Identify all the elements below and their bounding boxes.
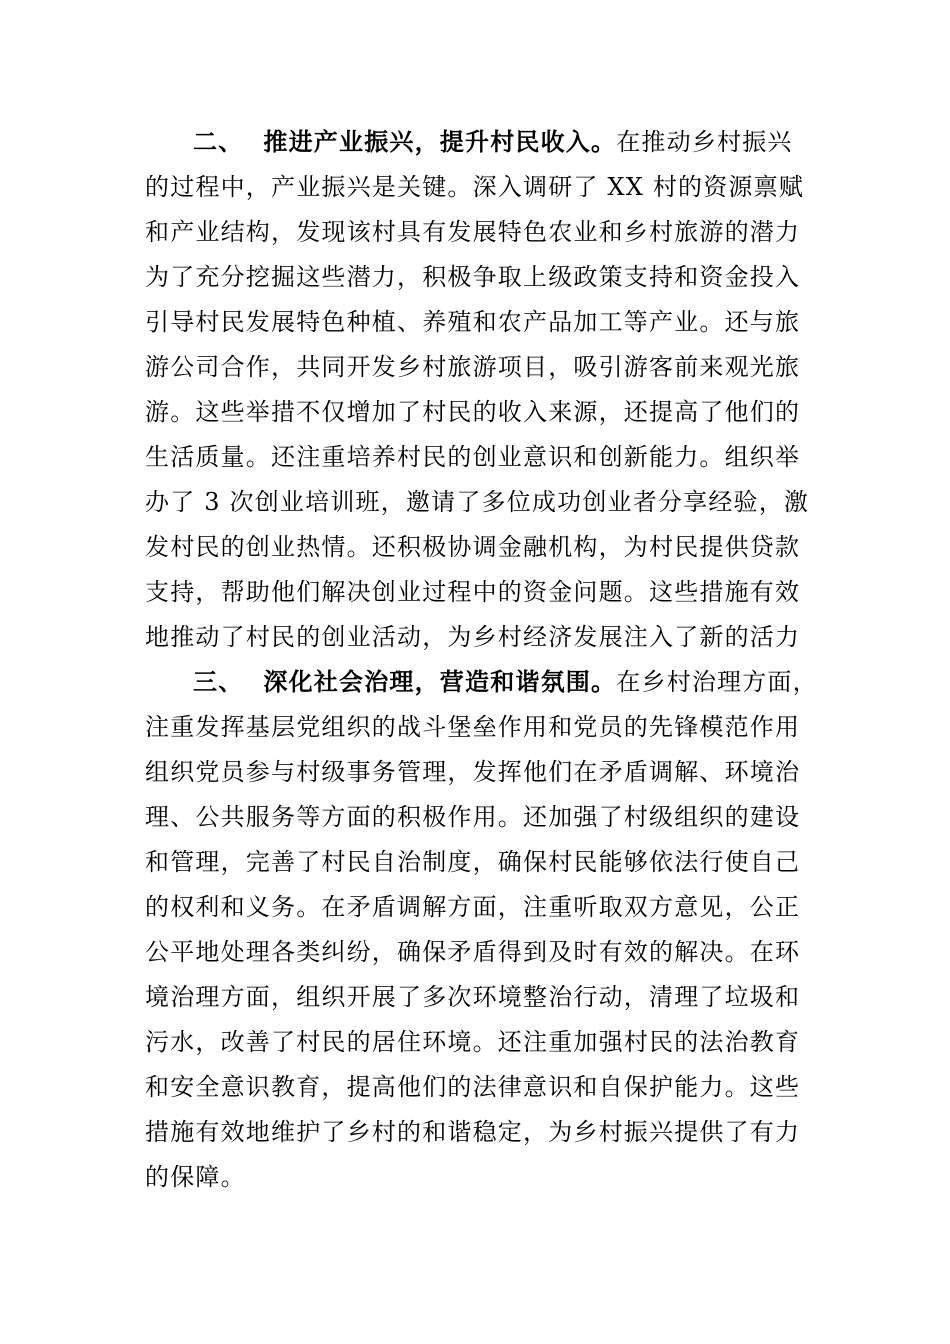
paragraph-line: 游。这些举措不仅增加了村民的收入来源，还提高了他们的 — [145, 398, 801, 426]
paragraph-line: 措施有效地维护了乡村的和谐稳定，为乡村振兴提供了有力 — [145, 1118, 801, 1146]
paragraph-line: 的保障。 — [145, 1163, 246, 1191]
paragraph-line: 公平地处理各类纠纷，确保矛盾得到及时有效的解决。在环 — [145, 938, 801, 966]
section-3-heading-line — [193, 667, 818, 697]
paragraph-line: 的过程中，产业振兴是关键。深入调研了 XX 村的资源禀赋 — [145, 173, 805, 201]
paragraph-line: 的权利和义务。在矛盾调解方面，注重听取双方意见，公正 — [145, 893, 801, 921]
paragraph-line: 办了 3 次创业培训班，邀请了多位成功创业者分享经验，激 — [145, 488, 810, 516]
paragraph-line: 地推动了村民的创业活动，为乡村经济发展注入了新的活力 — [145, 623, 801, 651]
section-3-title: 深化社会治理，营造和谐氛围。 — [263, 667, 617, 696]
paragraph-line: 和管理，完善了村民自治制度，确保村民能够依法行使自己 — [145, 848, 801, 876]
paragraph-line: 和产业结构，发现该村具有发展特色农业和乡村旅游的潜力 — [145, 218, 801, 246]
paragraph-line: 在推动乡村振兴 — [616, 128, 793, 156]
paragraph-line: 和安全意识教育，提高他们的法律意识和自保护能力。这些 — [145, 1073, 801, 1101]
section-2-title: 推进产业振兴，提升村民收入。 — [263, 127, 617, 156]
paragraph-line: 在乡村治理方面， — [616, 668, 818, 696]
paragraph-line: 发村民的创业热情。还积极协调金融机构，为村民提供贷款 — [145, 533, 801, 561]
paragraph-line: 境治理方面，组织开展了多次环境整治行动，清理了垃圾和 — [145, 983, 801, 1011]
paragraph-line: 生活质量。还注重培养村民的创业意识和创新能力。组织举 — [145, 443, 801, 471]
paragraph-line: 污水，改善了村民的居住环境。还注重加强村民的法治教育 — [145, 1028, 801, 1056]
paragraph-line: 理、公共服务等方面的积极作用。还加强了村级组织的建设 — [145, 803, 801, 831]
section-2-number: 二、 — [193, 127, 244, 156]
section-2-heading-line — [193, 127, 793, 157]
paragraph-line: 引导村民发展特色种植、养殖和农产品加工等产业。还与旅 — [145, 308, 801, 336]
paragraph-line: 注重发挥基层党组织的战斗堡垒作用和党员的先锋模范作用 — [145, 713, 801, 741]
paragraph-line: 游公司合作，共同开发乡村旅游项目，吸引游客前来观光旅 — [145, 353, 801, 381]
paragraph-line: 为了充分挖掘这些潜力，积极争取上级政策支持和资金投入 — [145, 263, 801, 291]
paragraph-line: 组织党员参与村级事务管理，发挥他们在矛盾调解、环境治 — [145, 758, 801, 786]
section-3-number: 三、 — [193, 667, 244, 696]
paragraph-line: 支持，帮助他们解决创业过程中的资金问题。这些措施有效 — [145, 578, 801, 606]
